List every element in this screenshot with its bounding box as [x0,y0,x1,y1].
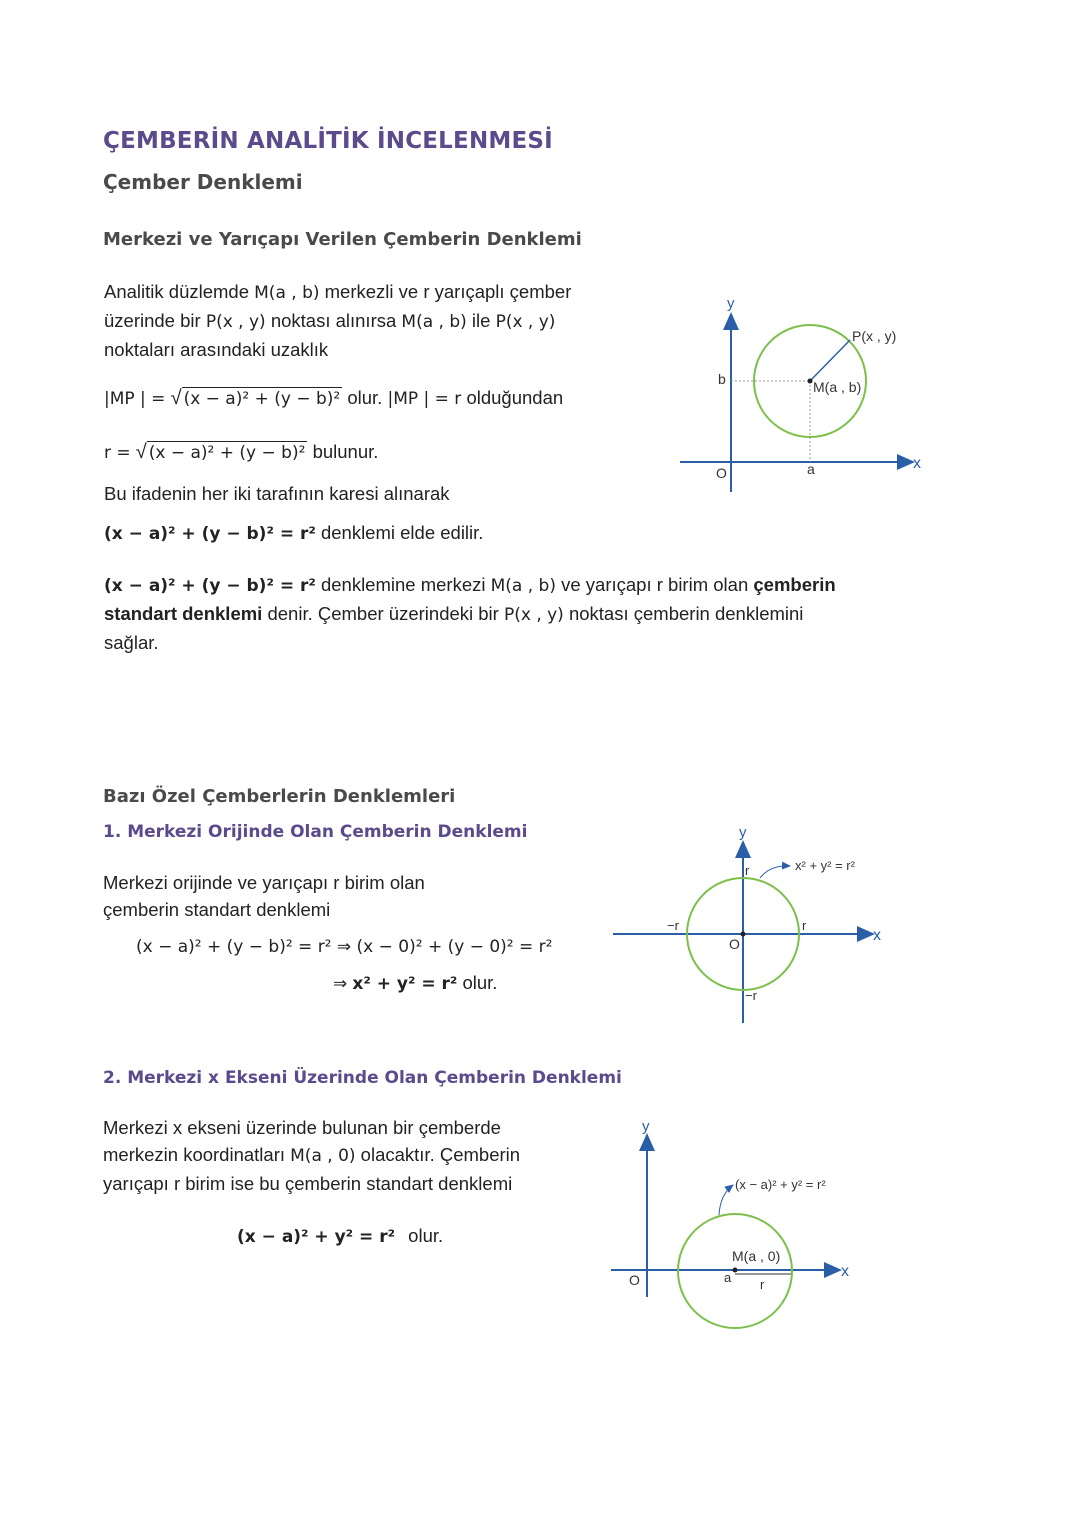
radius-formula: r = √ (x − a)² + (y − b)² bulunur. [104,441,379,463]
neg-r-left-label: −r [667,918,679,933]
page-title: ÇEMBERİN ANALİTİK İNCELENMESİ [103,128,553,154]
x-axis-circle-paragraph: Merkezi x ekseni üzerinde bulunan bir çemberde merkezin koordinatları M(a , 0) olacaktır. Çemberin yarıçapı r birim ise bu çemberin standart denklemi [103,1117,521,1194]
circle-diagram-general [670,290,940,500]
section1-paragraph: Analitik düzlemde M(a , b) merkezli ve r yarıçaplı çember üzerinde bir P(x , y) noktası alınırsa M(a , b) ile P(x , y) noktaları arasındaki uzaklık [104,281,572,360]
origin-circle-derivation: (x − a)² + (y − b)² = r² ⇒ (x − 0)² + (y − 0)² = r² [136,937,553,957]
a-label: a [724,1270,732,1285]
distance-formula: |MP | = √ (x − a)² + (y − b)² olur. |MP | = r olduğundan [104,387,564,409]
a-label: a [807,461,815,477]
standard-equation-line: (x − a)² + (y − b)² = r² denklemi elde edilir. [104,522,484,544]
x-label: x [841,1263,849,1280]
x-label: x [913,455,921,472]
center-point [733,1268,738,1273]
equation-pointer [719,1185,733,1215]
square-both-sides-text: Bu ifadenin her iki tarafının karesi alınarak [104,483,450,504]
b-label: b [718,371,726,387]
equation-label: x² + y² = r² [795,858,855,873]
section-heading-2: Bazı Özel Çemberlerin Denklemleri [103,786,456,807]
r-top-label: r [745,863,750,878]
origin-label: O [629,1272,640,1288]
origin-circle-paragraph: Merkezi orijinde ve yarıçapı r birim olan çemberin standart denklemi [103,872,425,920]
y-label: y [739,824,747,841]
r-right-label: r [802,918,807,933]
origin-label: O [716,465,727,481]
origin-label: O [729,936,740,952]
circle-diagram-x-axis [605,1115,865,1340]
page-subtitle: Çember Denklemi [103,170,303,194]
equation-label: (x − a)² + y² = r² [735,1177,826,1192]
neg-r-bottom-label: −r [745,988,757,1003]
section-heading-1: Merkezi ve Yarıçapı Verilen Çemberin Denklemi [103,229,582,250]
origin-point [741,932,746,937]
center-label: M(a , 0) [732,1248,781,1264]
x-label: x [873,927,881,944]
circle-diagram-origin [605,820,895,1030]
y-label: y [642,1118,650,1135]
r-label: r [760,1277,765,1292]
radius-line [810,340,850,381]
origin-circle-result: ⇒ x² + y² = r² olur. [333,972,498,994]
center-label: M(a , b) [813,379,862,395]
definition-paragraph: (x − a)² + (y − b)² = r² denklemine merkezi M(a , b) ve yarıçapı r birim olan çemberin standart denklemi denir. Çember üzerindeki bir P(x , y) noktası çemberin denklemini sağlar. [104,574,836,653]
x-axis-circle-equation: (x − a)² + y² = r² olur. [237,1225,444,1247]
subheading-origin-circle: 1. Merkezi Orijinde Olan Çemberin Denklemi [103,822,528,842]
subheading-x-axis-circle: 2. Merkezi x Ekseni Üzerinde Olan Çemberin Denklemi [103,1068,622,1088]
y-label: y [727,295,735,312]
center-point [808,379,813,384]
equation-pointer [760,866,790,878]
point-label: P(x , y) [852,328,897,344]
